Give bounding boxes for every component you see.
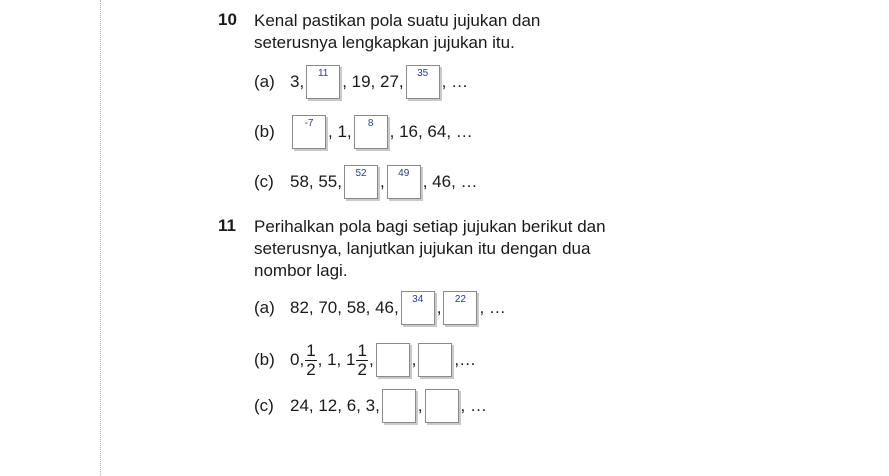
sequence-text: 24, 12, 6, 3, [290, 396, 380, 415]
answer-box[interactable] [387, 165, 421, 199]
question-10b [254, 114, 473, 150]
fraction [356, 342, 367, 379]
question-10-number: 10 [218, 10, 237, 29]
question-11b [254, 338, 476, 382]
sequence-text: , … [460, 396, 487, 415]
sequence-text: , 1, [328, 122, 352, 141]
fraction-denominator: 2 [357, 359, 367, 379]
question-10-text [254, 10, 540, 54]
question-11-text [254, 216, 606, 282]
answer-value: 8 [367, 118, 374, 129]
sequence-text: 0, [290, 350, 305, 369]
fraction-denominator: 2 [306, 359, 316, 379]
question-11-number: 11 [218, 216, 236, 235]
sequence-text: , 1, 1 [317, 350, 356, 369]
answer-value: 52 [355, 168, 367, 179]
answer-value: 22 [454, 294, 466, 305]
part-label: (a) [254, 72, 275, 91]
answer-box[interactable] [382, 389, 416, 423]
sequence-text: ,… [454, 350, 477, 369]
answer-value: -7 [304, 118, 314, 129]
part-label: (a) [254, 298, 275, 317]
answer-value: 49 [398, 168, 410, 179]
answer-value: 34 [412, 294, 424, 305]
answer-box[interactable] [306, 65, 340, 99]
answer-box[interactable] [376, 343, 410, 377]
fraction-numerator: 1 [357, 340, 367, 360]
fraction [305, 342, 316, 379]
question-10a [254, 64, 468, 100]
part-label: (b) [254, 122, 275, 141]
question-11-text-line-2: seterusnya, lanjutkan jujukan itu dengan dua [254, 239, 591, 258]
answer-value: 35 [417, 68, 429, 79]
question-10-text-line-1: Kenal pastikan pola suatu jujukan dan [254, 11, 541, 30]
sequence-text: , 16, 64, … [389, 122, 473, 141]
answer-box[interactable] [418, 343, 452, 377]
answer-box[interactable] [443, 291, 477, 325]
question-10-text-line-2: seterusnya lengkapkan jujukan itu. [254, 33, 515, 52]
sequence-text: , 46, … [422, 172, 478, 191]
answer-box[interactable] [401, 291, 435, 325]
answer-box[interactable] [344, 165, 378, 199]
part-label: (c) [254, 396, 274, 415]
question-10c [254, 164, 478, 200]
sequence-text: 3, [290, 72, 305, 91]
part-label: (c) [254, 172, 274, 191]
answer-box[interactable] [354, 115, 388, 149]
sequence-text: , 19, 27, [342, 72, 404, 91]
fraction-numerator: 1 [306, 340, 316, 360]
sequence-text: 58, 55, [290, 172, 342, 191]
sequence-text: , [436, 298, 442, 317]
sequence-text: , [417, 396, 423, 415]
answer-value: 11 [317, 68, 329, 79]
question-11-text-line-1: Perihalkan pola bagi setiap jujukan berikut dan [254, 217, 606, 236]
sequence-text: , … [441, 72, 469, 91]
sequence-text: , [411, 350, 417, 369]
answer-box[interactable] [406, 65, 440, 99]
sequence-text: 82, 70, 58, 46, [290, 298, 399, 317]
answer-box[interactable] [292, 115, 326, 149]
part-label: (b) [254, 350, 275, 369]
sequence-text: , [368, 350, 374, 369]
question-11a [254, 290, 506, 326]
question-11-text-line-3: nombor lagi. [254, 261, 348, 280]
sequence-text: , … [479, 298, 506, 317]
answer-box[interactable] [425, 389, 459, 423]
question-11c [254, 388, 487, 424]
sequence-text: , [380, 172, 385, 191]
